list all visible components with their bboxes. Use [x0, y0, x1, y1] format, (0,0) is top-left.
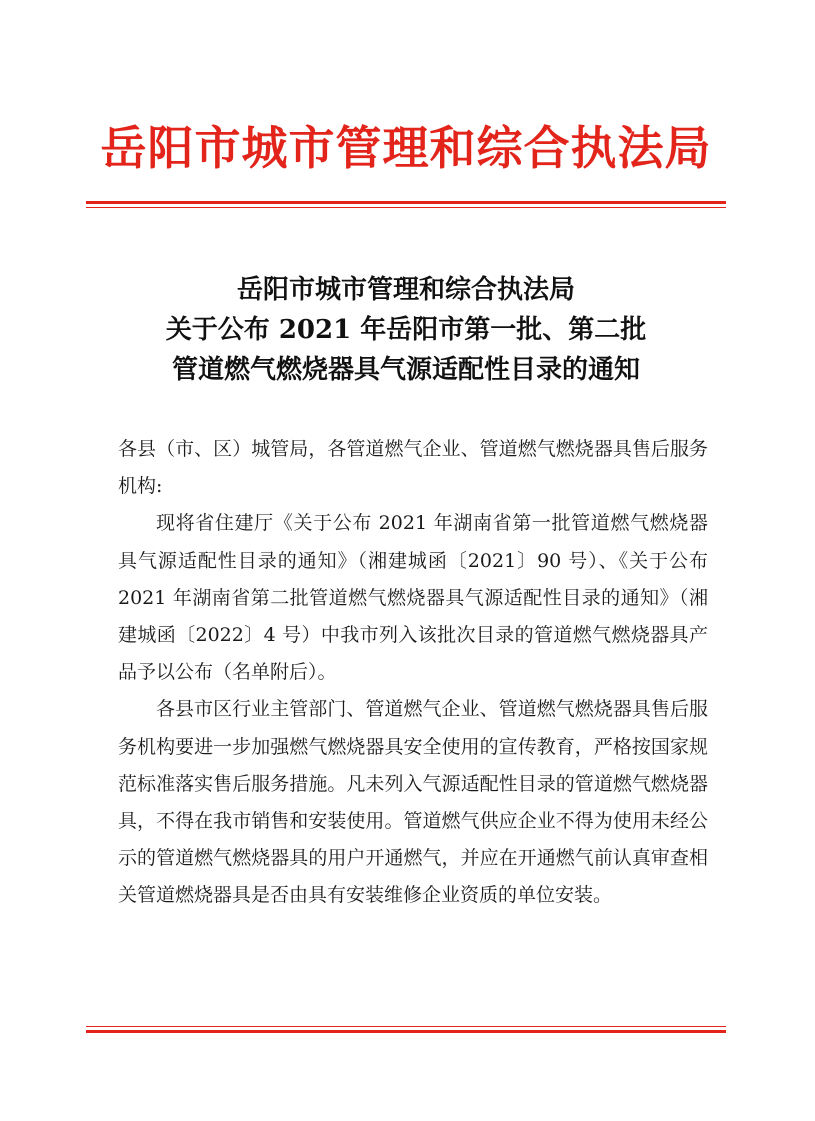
title-line-3: 管道燃气燃烧器具气源适配性目录的通知 — [171, 355, 640, 385]
document-body — [118, 431, 708, 915]
body-paragraph-2: 各县市区行业主管部门、管道燃气企业、管道燃气燃烧器具售后服务机构要进一步加强燃气燃烧器具安全使用的宣传教育，严格按国家规范标准落实售后服务措施。凡未列入气源适配性目录的管道燃气燃烧器具，不得在我市销售和安装使用。管道燃气供应企业不得为使用未经公示的管道燃气燃烧器具的用户开通燃气，并应在开通燃气前认真审查相关管道燃烧器具是否由具有安装维修企业资质的单位安装。 — [118, 698, 708, 907]
title-line-1: 岳阳市城市管理和综合执法局 — [236, 275, 575, 305]
document-title — [86, 270, 726, 390]
salutation: 各县（市、区）城管局，各管道燃气企业、管道燃气燃烧器具售后服务机构: — [118, 438, 708, 498]
footer-red-rule — [86, 1026, 726, 1033]
body-paragraph-1: 现将省住建厅《关于公布 2021 年湖南省第一批管道燃气燃烧器具气源适配性目录的通知》（湘建城函〔2021〕90 号）、《关于公布 2021 年湖南省第二批管道燃气燃烧器具气源适配性目录的通知》（湘建城函〔2022〕4 号）中我市列入该批次目录的管道燃气燃烧器具产品予以公布（名单附后）。 — [118, 512, 708, 684]
red-rule-thin — [86, 207, 726, 208]
letterhead-org-name: 岳阳市城市管理和综合执法局 — [100, 121, 712, 175]
title-line-2: 关于公布 2021 年岳阳市第一批、第二批 — [165, 315, 647, 345]
letterhead-red-rule — [86, 201, 726, 208]
footer-rule-thick — [86, 1030, 726, 1033]
